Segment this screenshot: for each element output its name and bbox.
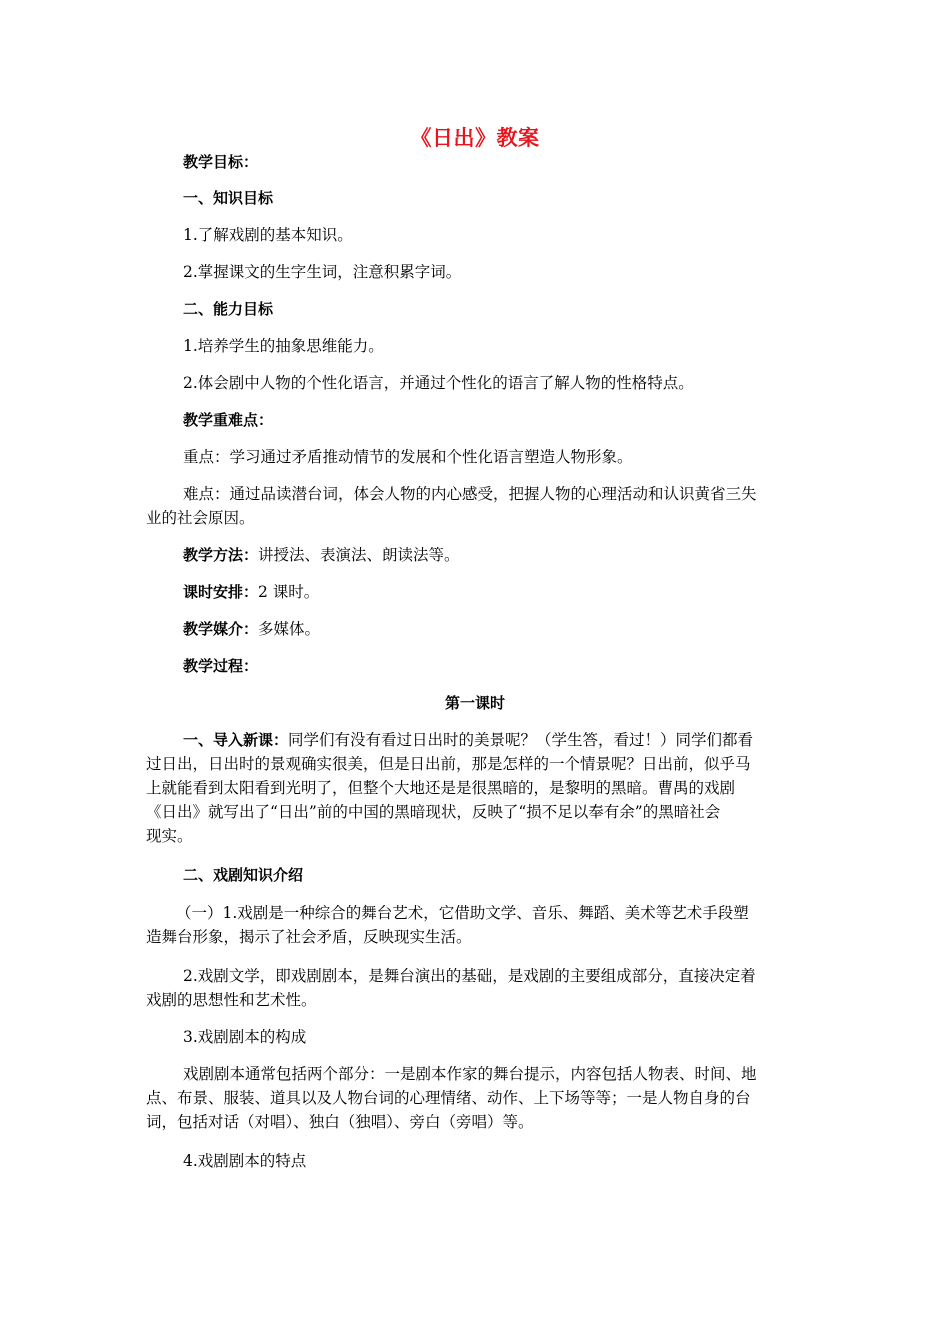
method-label: 教学方法： [183,546,259,564]
goals-heading: 教学目标： [183,153,259,171]
ability-item: 2.体会剧中人物的个性化语言，并通过个性化的语言了解人物的性格特点。 [183,374,694,392]
schedule-row [183,581,319,603]
intro-line: 《日出》就写出了“日出”前的中国的黑暗现状，反映了“损不足以奉有余”的黑暗社会 [146,803,721,821]
media-label: 教学媒介： [183,620,259,638]
schedule-value: 2 课时。 [258,583,320,601]
drama-p1-line: （一）1.戏剧是一种综合的舞台艺术，它借助文学、音乐、舞蹈、美术等艺术手段塑 [176,904,749,922]
drama-p5: 4.戏剧剧本的特点 [183,1152,307,1170]
intro-line: 过日出，日出时的景观确实很美，但是日出前，那是怎样的一个情景呢？日出前，似乎马 [146,755,751,773]
drama-p4-line: 词，包括对话（对唱）、独白（独唱）、旁白（旁唱）等。 [146,1113,534,1131]
method-value: 讲授法、表演法、朗读法等。 [258,546,460,564]
schedule-label: 课时安排： [183,583,259,601]
drama-p4-line: 戏剧剧本通常包括两个部分：一是剧本作家的舞台提示，内容包括人物表、时间、地 [183,1065,757,1083]
knowledge-heading: 一、知识目标 [183,189,274,207]
intro-text: 同学们有没有看过日出时的美景呢？（学生答，看过！）同学们都看 [288,731,754,749]
media-value: 多媒体。 [258,620,321,638]
document-title: 《日出》教案 [410,126,540,150]
lesson1-heading: 第一课时 [444,694,505,712]
method-row [183,544,460,566]
intro-line: 现实。 [146,827,193,845]
key-point: 重点：学习通过矛盾推动情节的发展和个性化语言塑造人物形象。 [183,448,633,466]
intro-line: 上就能看到太阳看到光明了，但整个大地还是是很黑暗的，是黎明的黑暗。曹禺的戏剧 [146,779,736,797]
drama-p2-line: 戏剧的思想性和艺术性。 [146,991,317,1009]
knowledge-item: 1.了解戏剧的基本知识。 [183,226,353,244]
ability-item: 1.培养学生的抽象思维能力。 [183,337,384,355]
key-heading: 教学重难点： [183,411,274,429]
intro-label: 一、导入新课： [183,731,289,749]
intro-line [183,729,753,751]
process-heading: 教学过程： [183,657,259,675]
drama-p2-line: 2.戏剧文学，即戏剧剧本，是舞台演出的基础，是戏剧的主要组成部分，直接决定着 [183,967,756,985]
difficult-point-line: 难点：通过品读潜台词，体会人物的内心感受，把握人物的心理活动和认识黄省三失 [183,485,757,503]
drama-p4-line: 点、布景、服装、道具以及人物台词的心理情绪、动作、上下场等等；一是人物自身的台 [146,1089,751,1107]
drama-p1-line: 造舞台形象，揭示了社会矛盾，反映现实生活。 [146,928,472,946]
difficult-point-line: 业的社会原因。 [146,509,255,527]
ability-heading: 二、能力目标 [183,300,274,318]
drama-p3: 3.戏剧剧本的构成 [183,1028,307,1046]
knowledge-item: 2.掌握课文的生字生词，注意积累字词。 [183,263,462,281]
drama-heading: 二、戏剧知识介绍 [183,866,304,884]
media-row [183,618,320,640]
